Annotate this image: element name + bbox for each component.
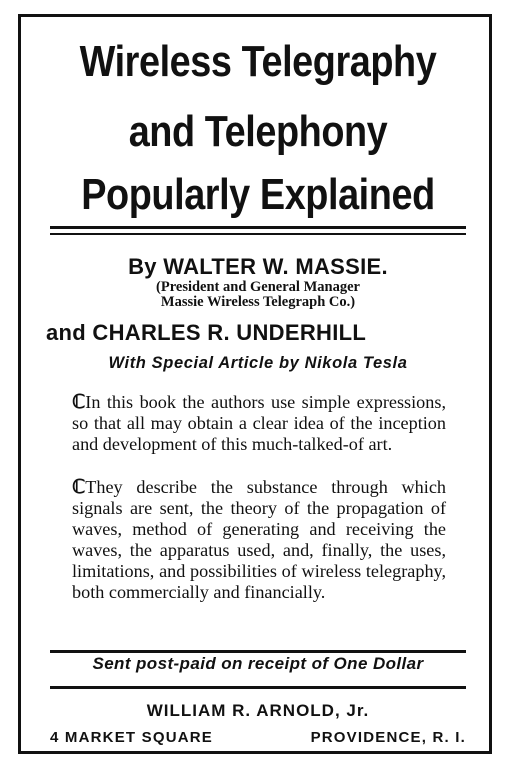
title-line-1: Wireless Telegraphy: [79, 37, 437, 86]
offer-text: Sent post-paid on receipt of One Dollar: [92, 654, 424, 673]
author-affiliation-line-1: (President and General Manager: [156, 279, 360, 295]
special-article-credit: With Special Article by Nikola Tesla: [108, 354, 408, 372]
description-paragraph-2: [72, 477, 446, 603]
paragraph-1-text: In this book the authors use simple expressions, so that all may obtain a clear idea of the inception and development of this much-talked-of art.: [72, 392, 446, 454]
pilcrow-icon: ℂ: [72, 477, 86, 498]
author-walter-massie: By WALTER W. MASSIE.: [128, 254, 388, 279]
offer-rule-bottom: [50, 686, 466, 689]
description-paragraph-1: [72, 392, 446, 455]
title-rule-thick: [50, 226, 466, 229]
pilcrow-icon: ℂ: [72, 392, 86, 413]
publisher-name: WILLIAM R. ARNOLD, Jr.: [146, 701, 370, 720]
title-line-2: and Telephony: [128, 107, 388, 156]
publisher-city: PROVIDENCE, R. I.: [310, 729, 466, 746]
author-affiliation-line-2: Massie Wireless Telegraph Co.): [160, 294, 356, 310]
author-charles-underhill: and CHARLES R. UNDERHILL: [46, 320, 367, 345]
title-rule-thin: [50, 233, 466, 235]
publisher-address: 4 MARKET SQUARE: [50, 729, 214, 746]
paragraph-2-text: They describe the substance through which signals are sent, the theory of the propagation of waves, method of generating and receiving the waves, the apparatus used, and, finally, the uses, limitations, and possibilities of wireless telegraphy, both commercially and financially.: [72, 477, 446, 602]
title-line-3: Popularly Explained: [81, 170, 435, 219]
offer-rule-top: [50, 650, 466, 653]
